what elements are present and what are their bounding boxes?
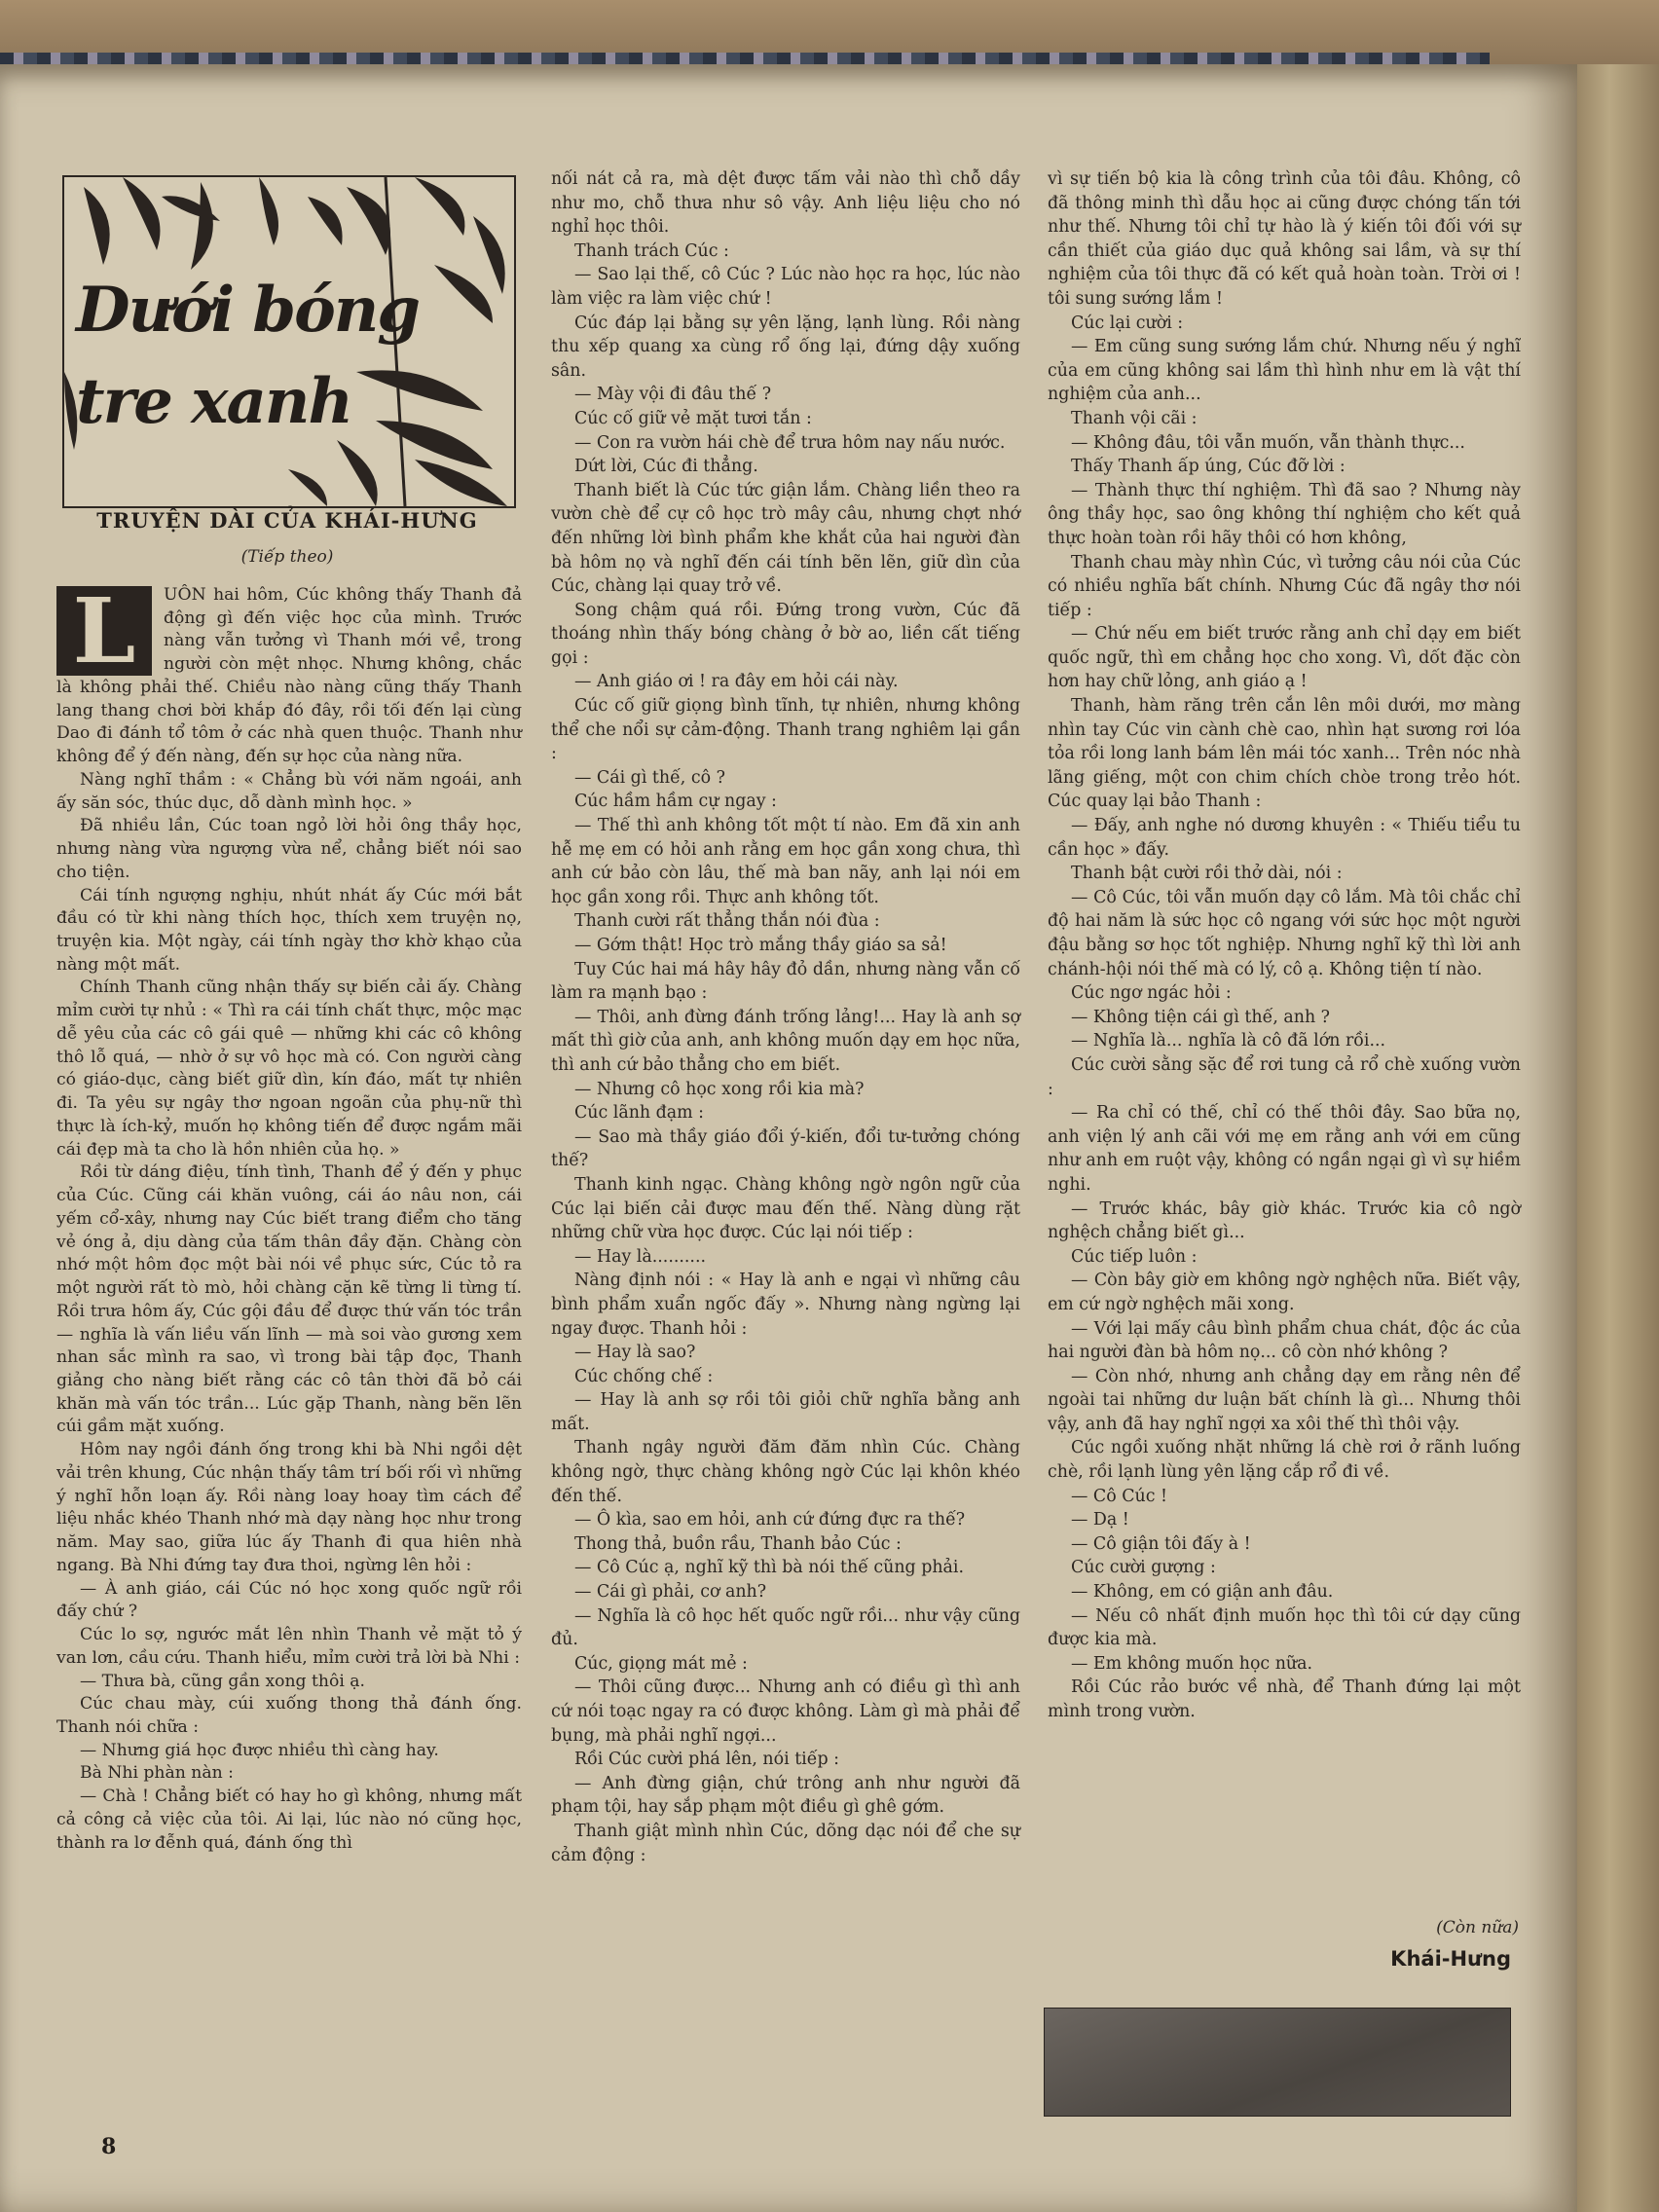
paragraph: Thanh trách Cúc : <box>574 240 729 261</box>
paragraph: — Chứ nếu em biết trước rằng anh chỉ dạy em biết quốc ngữ, thì em chẳng học cho xong. Vì, dốt đặc còn hơn hay chữ lỏng, anh giáo ạ ! <box>1048 624 1521 692</box>
paragraph: Cúc tiếp luôn : <box>1071 1246 1198 1267</box>
author-signature: Khái-Hưng <box>1390 1947 1511 1971</box>
paragraph: Rồi Cúc cười phá lên, nói tiếp : <box>574 1750 839 1770</box>
paragraph: Thanh biết là Cúc tức giận lắm. Chàng liền theo ra vườn chè để cự cô học trò mây câu, nhưng chợt nhớ đến những lời bình phẩm khe khắt của hai người đàn bà hôm nọ và nghĩ đến cái tính bẽn lẽn, giữ dìn của Cúc, chàng lại quay trở về. <box>551 480 1020 597</box>
paragraph: Thấy Thanh ấp úng, Cúc đỡ lời : <box>1071 457 1346 477</box>
paragraph: — Cô Cúc, tôi vẫn muốn dạy cô lắm. Mà tôi chắc chỉ độ hai năm là sức học cô ngang với sức học một người đậu bằng sơ học tốt nghiệp. Nhưng nghĩ kỹ thì lời anh chánh-hội nói thế mà có lý, cô ạ. Không tiện tí nào. <box>1048 887 1521 979</box>
paragraph: — Sao mà thầy giáo đổi ý-kiến, đổi tư-tưởng chóng thế? <box>551 1126 1020 1171</box>
paragraph: — Thế thì anh không tốt một tí nào. Em đã xin anh hễ mẹ em có hỏi anh rằng em học gần xong chưa, thì anh cứ bảo còn lâu, thế mà ban nãy, anh lại nói em học gần xong rồi. Thực anh không tốt. <box>551 816 1020 907</box>
paragraph: — Nghĩa là cô học hết quốc ngữ rồi... như vậy cũng đủ. <box>551 1605 1020 1650</box>
paragraph: — Thôi cũng được... Nhưng anh có điều gì thì anh cứ nói toạc ngay ra có được không. Làm gì mà phải để bụng, mà phải nghĩ ngợi... <box>551 1677 1020 1746</box>
text-column-1 <box>56 578 522 1855</box>
paragraph: Cúc đáp lại bằng sự yên lặng, lạnh lùng. Rồi nàng thu xếp quang xa cùng rổ ống lại, đứng dậy xuống sân. <box>551 313 1020 381</box>
paragraph: — Thành thực thí nghiệm. Thì đã sao ? Nhưng này ông thầy học, sao ông không thí nghiệm cho kết quả thực hoàn toàn rồi hãy thôi có hơn không, <box>1048 480 1521 548</box>
paragraph: — Cô giận tôi đấy à ! <box>1071 1533 1251 1554</box>
paragraph: — Đấy, anh nghe nó dương khuyên : « Thiếu tiểu tu cần học » đấy. <box>1048 816 1521 860</box>
paragraph: Chính Thanh cũng nhận thấy sự biến cải ấy. Chàng mỉm cười tự nhủ : « Thì ra cái tính chất thực, mộc mạc dễ yêu của các cô gái quê — những khi các cô không thô lỗ quá, — nhờ ở sự vô học mà có. Con người càng có giáo-dục, càng biết giữ dìn, kín đáo, mất tự nhiên đi. Ta yêu sự ngây thơ ngoan ngoãn của phụ-nữ thì thực là ích-kỷ, muốn họ không tiến để được ngắm mãi cái đẹp mà ta cho là hồn nhiên của họ. » <box>56 977 522 1160</box>
paragraph: Thanh cười rất thẳng thắn nói đùa : <box>574 911 880 932</box>
dark-image-block <box>1044 2008 1511 2117</box>
paragraph: — Không đâu, tôi vẫn muốn, vẫn thành thực... <box>1071 432 1465 453</box>
page-edge <box>1577 64 1659 2212</box>
paragraph: — Ô kìa, sao em hỏi, anh cứ đứng đực ra thế? <box>574 1510 966 1530</box>
paragraph: — Không tiện cái gì thế, anh ? <box>1071 1007 1330 1027</box>
paragraph: Nàng nghĩ thầm : « Chẳng bù với năm ngoái, anh ấy săn sóc, thúc dục, dỗ dành mình học. » <box>56 769 522 813</box>
paragraph: — Cái gì thế, cô ? <box>574 767 725 788</box>
paragraph: Cúc cố giữ giọng bình tĩnh, tự nhiên, nhưng không thể che nổi sự cảm-động. Thanh trang nghiêm lại gần : <box>551 696 1020 764</box>
paragraph: — Em không muốn học nữa. <box>1071 1653 1312 1674</box>
paragraph: — Thưa bà, cũng gần xong thôi ạ. <box>80 1671 366 1691</box>
drop-cap: L <box>56 586 152 676</box>
paragraph: Cúc lãnh đạm : <box>574 1103 705 1124</box>
paragraph: — Nhưng cô học xong rồi kia mà? <box>574 1079 865 1099</box>
to-be-continued: (Còn nữa) <box>1436 1918 1519 1937</box>
paragraph: Cái tính ngượng nghịu, nhút nhát ấy Cúc mới bắt đầu có từ khi nàng thích học, thích xem truyện nọ, truyện kia. Một ngày, cái tính ngày thơ khờ khạo của nàng một mất. <box>56 885 522 975</box>
paragraph: Cúc chau mày, cúi xuống thong thả đánh ống. Thanh nói chữa : <box>56 1694 522 1737</box>
paragraph: — Nếu cô nhất định muốn học thì tôi cứ dạy cũng được kia mà. <box>1048 1605 1521 1650</box>
story-byline: TRUYỆN DÀI CỦA KHÁI-HƯNG <box>96 508 478 533</box>
paragraph: Cúc cười gượng : <box>1071 1558 1216 1578</box>
paragraph: — Hay là sao? <box>574 1343 696 1363</box>
paragraph: vì sự tiến bộ kia là công trình của tôi đâu. Không, cô đã thông minh thì dẫu học ai cũng được chóng tấn tới như thế. Nhưng tôi chỉ tự hào là ý kiến tôi đối với sự cần thiết của giáo dục quả không sai lầm, và sự thí nghiệm của tôi thực đã có kết quả hoàn toàn. Trời ơi ! tôi sung sướng lắm ! <box>1048 169 1521 309</box>
paragraph: — À anh giáo, cái Cúc nó học xong quốc ngữ rồi đấy chứ ? <box>56 1578 522 1622</box>
paragraph: — Hay là anh sợ rồi tôi giỏi chữ nghĩa bằng anh mất. <box>551 1390 1020 1434</box>
paragraph: — Dạ ! <box>1071 1510 1129 1530</box>
paragraph: Cúc cố giữ vẻ mặt tươi tắn : <box>574 408 812 428</box>
paragraph: — Anh đừng giận, chứ trông anh như người đã phạm tội, hay sắp phạm một điều gì ghê gớm. <box>551 1773 1020 1818</box>
paragraph: — Em cũng sung sướng lắm chứ. Nhưng nếu ý nghĩ của em cũng không sai lầm thì hình như em là vật thí nghiệm của anh... <box>1048 337 1521 405</box>
paragraph: Thanh kinh ngạc. Chàng không ngờ ngôn ngữ của Cúc lại biến cải được mau đến thế. Nàng dùng rặt những chữ vừa học được. Cúc lại nói tiếp : <box>551 1174 1020 1243</box>
paragraph: Thanh, hàm răng trên cắn lên môi dưới, mơ màng nhìn tay Cúc vin cành chè cao, nhìn hạt sương rơi lóa tỏa rồi long lanh bám lên mái tóc xanh... Trên nóc nhà lãng giếng, một con chim chích chòe trong trẻo hót. Cúc quay lại bảo Thanh : <box>1048 696 1521 812</box>
paragraph: Cúc lo sợ, ngước mắt lên nhìn Thanh vẻ mặt tỏ ý van lơn, cầu cứu. Thanh hiểu, mỉm cười trả lời bà Nhi : <box>56 1625 522 1668</box>
paragraph: Rồi từ dáng điệu, tính tình, Thanh để ý đến y phục của Cúc. Cũng cái khăn vuông, cái áo nâu non, cái yếm cổ-xây, nhưng nay Cúc biết trang điểm cho tăng vẻ óng ả, dịu dàng của tấm thân đầy đặn. Chàng còn nhớ một hôm đọc một bài nói về phục sức, Cúc tỏ ra một người rất tò mò, hỏi chàng cặn kẽ từng li từng tí. Rồi trưa hôm ấy, Cúc gội đầu để được thứ vấn tóc trần — nghĩa là vấn liều vấn lĩnh — mà soi vào gương xem nhan sắc mình ra sao, vì trong bài tập đọc, Thanh giảng cho nàng biết rằng các cô tân thời đã bỏ cái khăn mà vấn tóc trần... Lúc gặp Thanh, nàng bẽn lẽn cúi gầm mặt xuống. <box>56 1162 522 1437</box>
paragraph: Dứt lời, Cúc đi thẳng. <box>574 457 758 477</box>
paragraph: Cúc lại cười : <box>1071 313 1184 333</box>
paragraph: — Gớm thật! Học trò mắng thầy giáo sa sả! <box>574 936 947 955</box>
paragraph: — Nhưng giá học được nhiều thì càng hay. <box>80 1740 439 1760</box>
paragraph: Thanh chau mày nhìn Cúc, vì tưởng câu nói của Cúc có nhiều nghĩa bất chính. Nhưng Cúc đã ngây thơ nói tiếp : <box>1048 552 1521 620</box>
paragraph: Cúc chống chế : <box>574 1366 714 1386</box>
paragraph: Nàng định nói : « Hay là anh e ngại vì những câu bình phẩm xuẩn ngốc đấy ». Nhưng nàng ngừng lại ngay được. Thanh hỏi : <box>551 1271 1020 1339</box>
paragraph: — Chà ! Chẳng biết có hay ho gì không, nhưng mất cả công cả việc của tôi. Ai lại, lúc nào nó cũng học, thành ra lơ đễnh quá, đánh ống thì <box>56 1787 522 1853</box>
paragraph: Song chậm quá rồi. Đứng trong vườn, Cúc đã thoáng nhìn thấy bóng chàng ở bờ ao, liền cất tiếng gọi : <box>551 600 1020 668</box>
paragraph: Thanh giật mình nhìn Cúc, dõng dạc nói để che sự cảm động : <box>551 1821 1020 1865</box>
paragraph: Cúc cười sằng sặc để rơi tung cả rổ chè xuống vườn : <box>1048 1054 1521 1099</box>
continued-note: (Tiếp theo) <box>240 547 334 567</box>
paragraph: — Còn bây giờ em không ngờ nghệch nữa. Biết vậy, em cứ ngờ nghệch mãi xong. <box>1048 1271 1521 1314</box>
paragraph: Thong thả, buồn rầu, Thanh bảo Cúc : <box>574 1533 902 1554</box>
paragraph: — Cái gì phải, cơ anh? <box>574 1582 767 1603</box>
paragraph: Hôm nay ngồi đánh ống trong khi bà Nhi ngồi dệt vải trên khung, Cúc nhận thấy tâm trí bối rối vì những ý nghĩ hỗn loạn ấy. Rồi nàng loay hoay tìm cách để liệu nhắc khéo Thanh nhớ mà dạy nàng học như trong năm. May sao, giữa lúc ấy Thanh đi qua hiên nhà ngang. Bà Nhi đứng tay đưa thoi, ngừng lên hỏi : <box>56 1440 522 1575</box>
paragraph: nối nát cả ra, mà dệt được tấm vải nào thì chỗ dầy như mo, chỗ thưa như sô vậy. Anh liệu liệu cho nó nghỉ học thôi. <box>551 169 1020 238</box>
paragraph: — Cô Cúc ạ, nghĩ kỹ thì bà nói thế cũng phải. <box>574 1558 965 1578</box>
paragraph: Cúc ngồi xuống nhặt những lá chè rơi ở rãnh luống chè, rồi lạnh lùng yên lặng cắp rổ đi về. <box>1048 1438 1521 1483</box>
paragraph: Bà Nhi phàn nàn : <box>80 1763 234 1784</box>
paragraph: — Nghĩa là... nghĩa là cô đã lớn rồi... <box>1071 1031 1386 1051</box>
paragraph: Đã nhiều lần, Cúc toan ngỏ lời hỏi ông thầy học, nhưng nàng vừa ngượng vừa nể, chẳng biết nói sao cho tiện. <box>56 816 522 882</box>
paragraph: — Mày vội đi đâu thế ? <box>574 385 772 405</box>
paragraph: Thanh ngây người đăm đăm nhìn Cúc. Chàng không ngờ, thực chàng không ngờ Cúc lại khôn khéo đến thế. <box>551 1438 1020 1506</box>
text-column-3 <box>1048 167 1521 1724</box>
paragraph: Cúc, giọng mát mẻ : <box>574 1653 748 1674</box>
paragraph: Thanh bật cười rồi thở dài, nói : <box>1071 864 1343 884</box>
page-number: 8 <box>101 2134 117 2159</box>
paragraph: — Sao lại thế, cô Cúc ? Lúc nào học ra học, lúc nào làm việc ra làm việc chứ ! <box>551 265 1020 309</box>
story-title: Dưới bóng tre xanh <box>76 274 420 438</box>
paragraph: — Anh giáo ơi ! ra đây em hỏi cái này. <box>574 672 899 692</box>
paragraph: Thanh vội cãi : <box>1071 408 1198 428</box>
text-column-2 <box>551 167 1020 1867</box>
paragraph: — Không, em có giận anh đâu. <box>1071 1582 1334 1603</box>
paragraph: — Cô Cúc ! <box>1071 1486 1167 1506</box>
title-illustration <box>62 175 516 508</box>
paragraph: Cúc hầm hầm cự ngay : <box>574 792 777 812</box>
paragraph: — Ra chỉ có thế, chỉ có thế thôi đây. Sao bữa nọ, anh viện lý anh cãi với mẹ em rằng anh với em cũng như anh em ruột vậy, không có ngần ngại gì vì sự hiềm nghi. <box>1048 1103 1521 1195</box>
paragraph: — Con ra vườn hái chè để trưa hôm nay nấu nước. <box>574 432 1006 453</box>
paragraph: Rồi Cúc rảo bước về nhà, để Thanh đứng lại một mình trong vườn. <box>1048 1677 1521 1721</box>
paragraph: UÔN hai hôm, Cúc không thấy Thanh đả động gì đến việc học của mình. Trước nàng vẫn tưởng vì Thanh mới về, trong người còn mệt nhọc. Nhưng không, chắc là không phải thế. Chiều nào nàng cũng thấy Thanh lang thang chơi bời khắp đó đây, rồi tối đến lại cùng Dao đi đánh tổ tôm ở các nhà quen thuộc. Thanh như không để ý đến nàng, đến sự học của nàng nữa. <box>56 585 522 767</box>
paragraph: — Hay là.......... <box>574 1246 707 1267</box>
paragraph: Tuy Cúc hai má hây hây đỏ dần, nhưng nàng vẫn cố làm ra mạnh bạo : <box>551 959 1020 1004</box>
paragraph: Cúc ngơ ngác hỏi : <box>1071 983 1232 1004</box>
paragraph: — Với lại mấy câu bình phẩm chua chát, độc ác của hai người đàn bà hôm nọ... cô còn nhớ không ? <box>1048 1318 1521 1363</box>
paragraph: — Còn nhớ, nhưng anh chẳng dạy em rằng nên để ngoài tai những dư luận bất chính là gì... Nhưng thôi vậy, anh đã hay nghĩ ngợi xa xôi thế thì thôi vậy. <box>1048 1366 1521 1434</box>
paragraph: — Trước khác, bây giờ khác. Trước kia cô ngờ nghệch chẳng biết gì... <box>1048 1198 1521 1243</box>
paragraph: — Thôi, anh đừng đánh trống lảng!... Hay là anh sợ mất thì giờ của anh, anh không muốn dạy em học nữa, thì anh cứ bảo thẳng cho em biết. <box>551 1007 1020 1075</box>
